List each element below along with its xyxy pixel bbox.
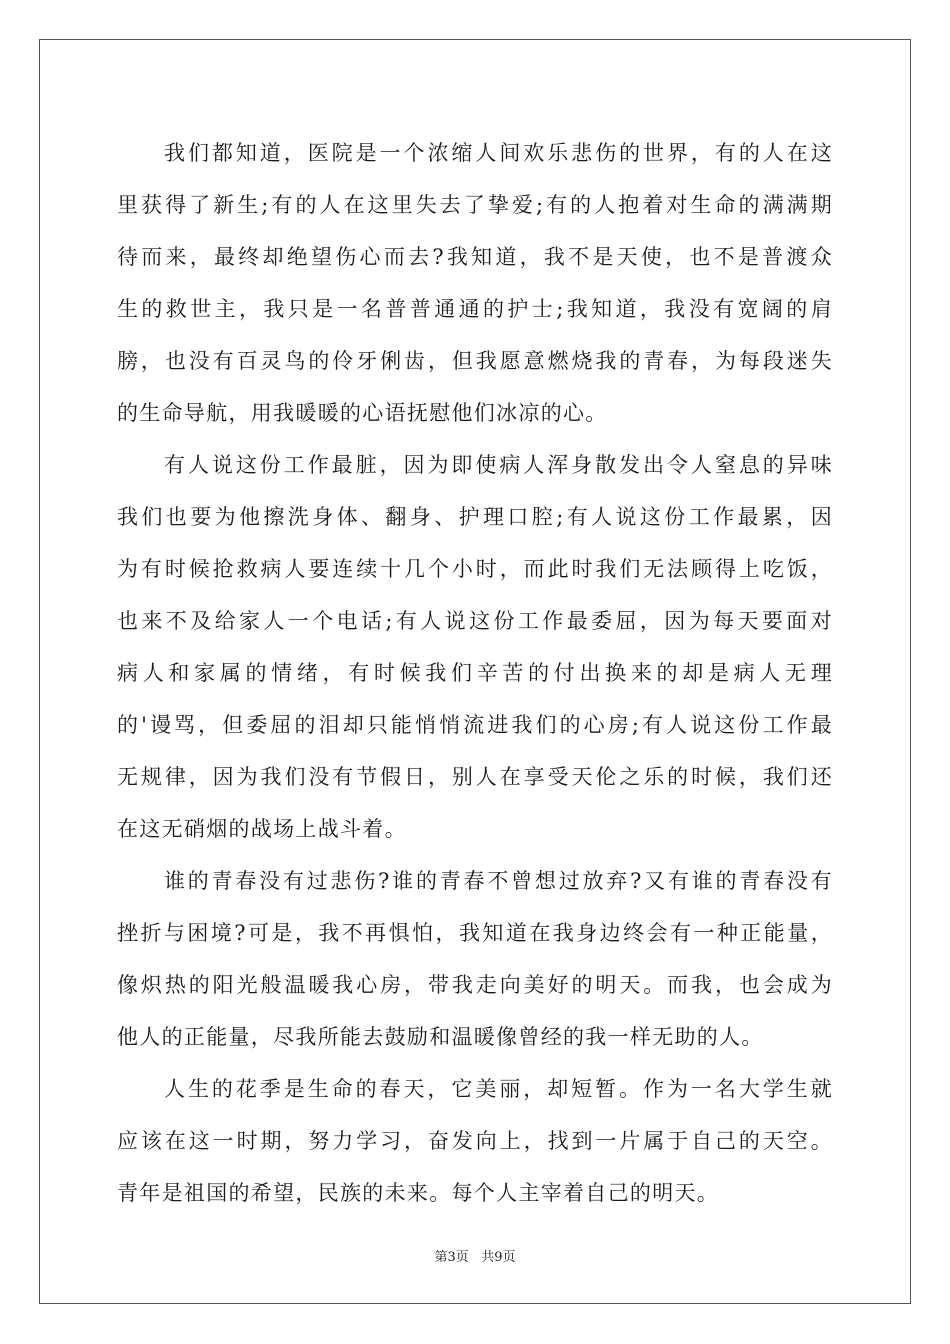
paragraph-1 xyxy=(117,127,833,439)
text-line: 的'谩骂，但委屈的泪却只能悄悄流进我们的心房;有人说这份工作最 xyxy=(117,713,833,737)
text-line: 待而来，最终却绝望伤心而去?我知道，我不是天使，也不是普渡众 xyxy=(117,245,833,269)
text-line: 我们也要为他擦洗身体、翻身、护理口腔;有人说这份工作最累，因 xyxy=(117,505,833,529)
text-line: 谁的青春没有过悲伤?谁的青春不曾想过放弃?又有谁的青春没有 xyxy=(164,869,833,893)
text-line: 病人和家属的情绪，有时候我们辛苦的付出换来的却是病人无理 xyxy=(117,661,833,685)
text-line: 我们都知道，医院是一个浓缩人间欢乐悲伤的世界，有的人在这 xyxy=(164,141,833,165)
text-line: 青年是祖国的希望，民族的未来。每个人主宰着自己的明天。 xyxy=(117,1181,720,1205)
page-number: 第3页 xyxy=(434,1250,469,1265)
text-line: 里获得了新生;有的人在这里失去了挚爱;有的人抱着对生命的满满期 xyxy=(117,193,833,217)
text-line: 挫折与困境?可是，我不再惧怕，我知道在我身边终会有一种正能量， xyxy=(117,921,833,945)
text-line: 人生的花季是生命的春天，它美丽，却短暂。作为一名大学生就 xyxy=(164,1077,833,1101)
paragraph-3 xyxy=(117,855,833,1063)
paragraph-2 xyxy=(117,439,833,855)
text-line: 生的救世主，我只是一名普普通通的护士;我知道，我没有宽阔的肩 xyxy=(117,297,833,321)
page-footer xyxy=(0,1246,950,1265)
text-line: 他人的正能量，尽我所能去鼓励和温暖像曾经的我一样无助的人。 xyxy=(117,1025,764,1049)
text-line: 在这无硝烟的战场上战斗着。 xyxy=(117,817,407,841)
text-line: 膀，也没有百灵鸟的伶牙俐齿，但我愿意燃烧我的青春，为每段迷失 xyxy=(117,349,833,373)
text-line: 也来不及给家人一个电话;有人说这份工作最委屈，因为每天要面对 xyxy=(117,609,833,633)
document-body xyxy=(117,127,833,1219)
paragraph-4 xyxy=(117,1063,833,1219)
page-total: 共9页 xyxy=(481,1250,516,1265)
text-line: 像炽热的阳光般温暖我心房，带我走向美好的明天。而我，也会成为 xyxy=(117,973,833,997)
text-line: 的生命导航，用我暖暖的心语抚慰他们冰凉的心。 xyxy=(117,401,608,425)
text-line: 为有时候抢救病人要连续十几个小时，而此时我们无法顾得上吃饭， xyxy=(117,557,833,581)
text-line: 应该在这一时期，努力学习，奋发向上，找到一片属于自己的天空。 xyxy=(117,1129,833,1153)
text-line: 无规律，因为我们没有节假日，别人在享受天伦之乐的时候，我们还 xyxy=(117,765,833,789)
text-line: 有人说这份工作最脏，因为即使病人浑身散发出令人窒息的异味 xyxy=(164,453,833,477)
